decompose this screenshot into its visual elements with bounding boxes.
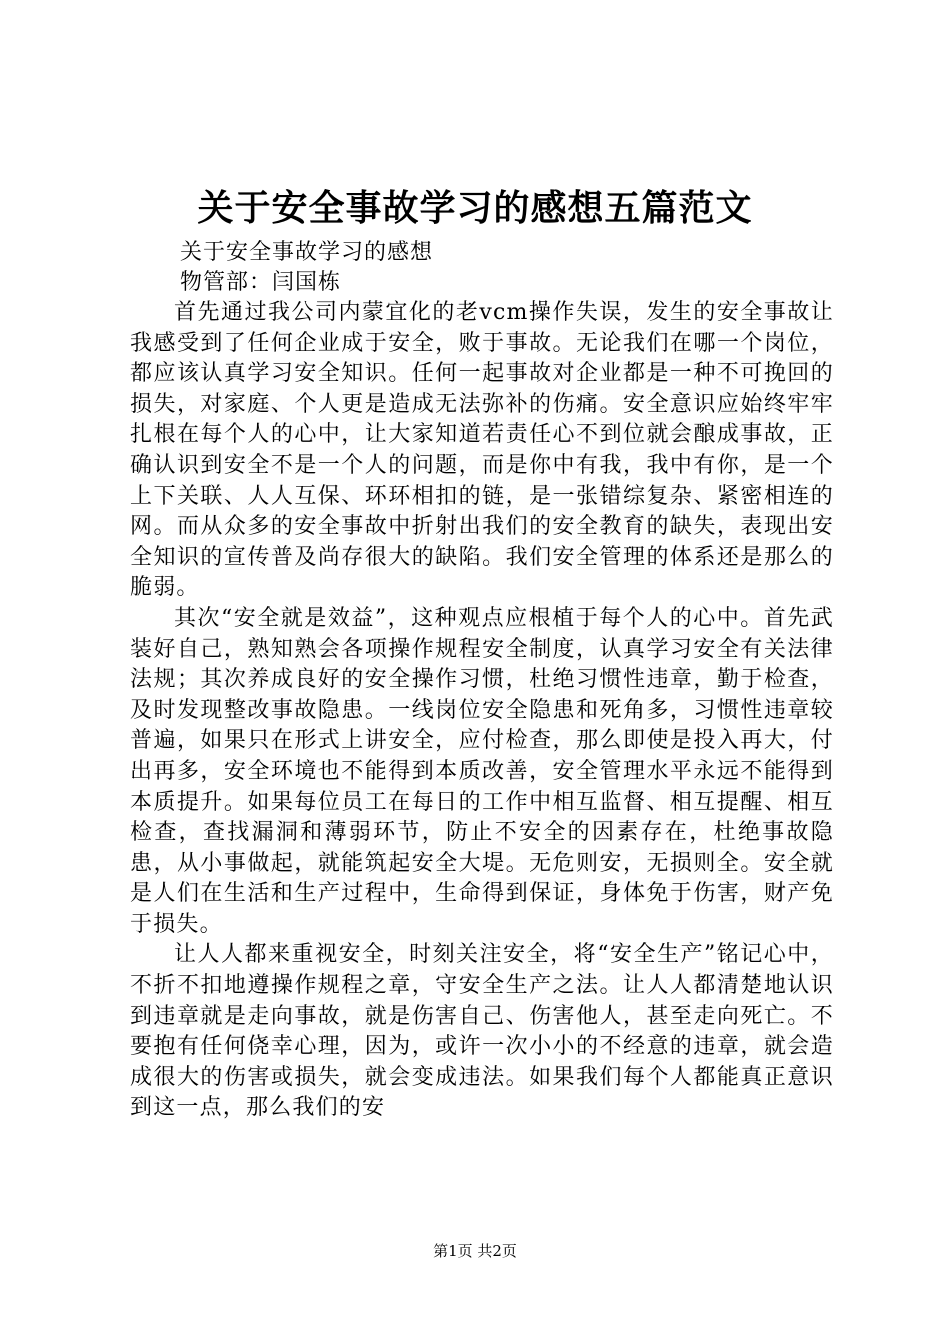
document-subtitle: 关于安全事故学习的感想 (180, 240, 434, 265)
paragraph: 让人人都来重视安全，时刻关注安全，将“安全生产”铭记心中，不折不扣地遵操作规程之章，守安全生产之法。让人人都清楚地认识到违章就是走向事故，就是伤害自己、伤害他人，甚至走向死亡。不要抱有任何侥幸心理，因为，或许一次小小的不经意的违章，就会造成很大的伤害或损失，就会变成违法。如果我们每个人都能真正意识到这一点，那么我们的安 (130, 942, 834, 1121)
paragraph: 其次“安全就是效益”，这种观点应根植于每个人的心中。首先武装好自己，熟知熟会各项操作规程安全制度，认真学习安全有关法律法规；其次养成良好的安全操作习惯，杜绝习惯性违章，勤于检查，及时发现整改事故隐患。一线岗位安全隐患和死角多，习惯性违章较普遍，如果只在形式上讲安全，应付检查，那么即使是投入再大，付出再多，安全环境也不能得到本质改善，安全管理水平永远不能得到本质提升。如果每位员工在每日的工作中相互监督、相互提醒、相互检查，查找漏洞和薄弱环节，防止不安全的因素存在，杜绝事故隐患，从小事做起，就能筑起安全大堤。无危则安，无损则全。安全就是人们在生活和生产过程中，生命得到保证，身体免于伤害，财产免于损失。 (130, 605, 834, 937)
author-line: 物管部：闫国栋 (180, 270, 342, 295)
document-title: 关于安全事故学习的感想五篇范文 (197, 187, 753, 229)
paragraph: 首先通过我公司内蒙宜化的老vcm操作失误，发生的安全事故让我感受到了任何企业成于安全，败于事故。无论我们在哪一个岗位，都应该认真学习安全知识。任何一起事故对企业都是一种不可挽回的损失，对家庭、个人更是造成无法弥补的伤痛。安全意识应始终牢牢扎根在每个人的心中，让大家知道若责任心不到位就会酿成事故，正确认识到安全不是一个人的问题，而是你中有我，我中有你，是一个上下关联、人人互保、环环相扣的链，是一张错综复杂、紧密相连的网。而从众多的安全事故中折射出我们的安全教育的缺失，表现出安全知识的宣传普及尚存很大的缺陷。我们安全管理的体系还是那么的脆弱。 (130, 300, 834, 601)
document-body (130, 298, 834, 1124)
page-footer: 第1页 共2页 (433, 1242, 517, 1260)
